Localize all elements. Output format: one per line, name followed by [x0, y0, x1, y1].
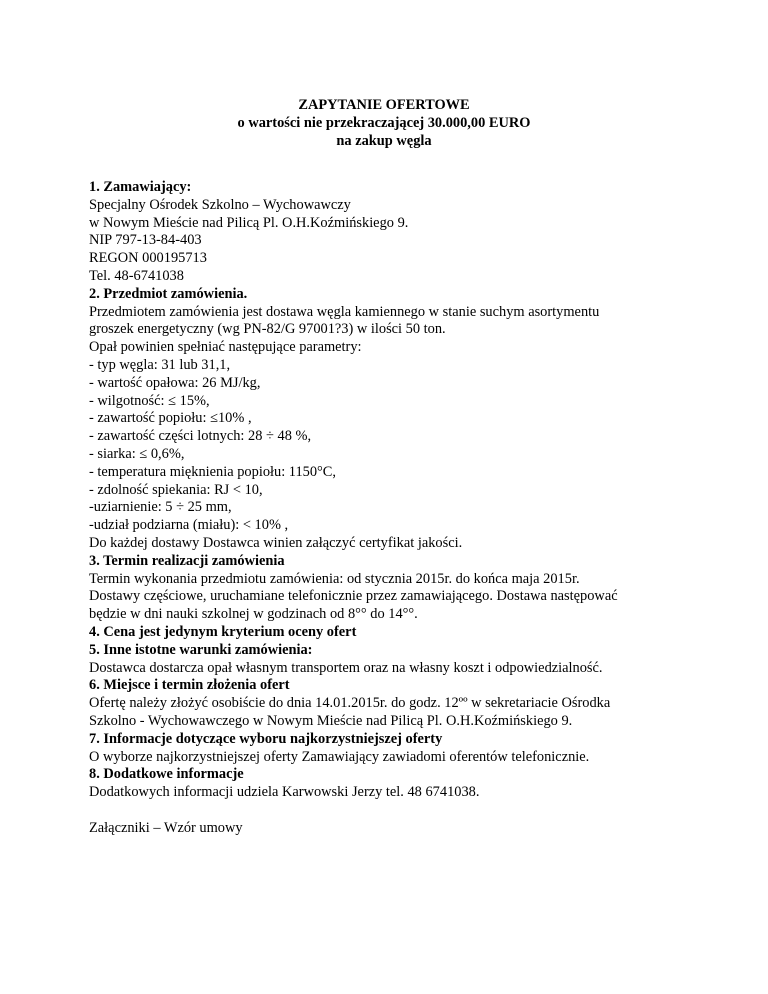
section-heading-warunki: 5. Inne istotne warunki zamówienia: [89, 641, 313, 658]
title-line-1: ZAPYTANIE OFERTOWE [298, 97, 470, 113]
section-heading-informacje-wybor: 7. Informacje dotyczące wyboru najkorzystniejszej oferty [89, 730, 443, 747]
paragraph-line: Termin wykonania przedmiotu zamówienia: od stycznia 2015r. do końca maja 2015r. [89, 570, 580, 587]
title-line-3: na zakup węgla [336, 132, 432, 149]
paragraph-line: będzie w dni nauki szkolnej w godzinach od 8°° do 14°°. [89, 606, 418, 623]
paragraph-line: REGON 000195713 [89, 250, 207, 267]
parameter-item: - wartość opałowa: 26 MJ/kg, [89, 374, 261, 391]
section-heading-termin-realizacji: 3. Termin realizacji zamówienia [89, 552, 285, 569]
parameter-item: - zawartość popiołu: ≤10% , [89, 410, 252, 427]
section-heading-dodatkowe: 8. Dodatkowe informacje [89, 766, 244, 783]
paragraph-line: Dodatkowych informacji udziela Karwowski Jerzy tel. 48 6741038. [89, 784, 480, 801]
document-body [89, 179, 749, 837]
parameter-item: - zawartość części lotnych: 28 ÷ 48 %, [89, 428, 312, 445]
paragraph-line: Specjalny Ośrodek Szkolno – Wychowawczy [89, 196, 351, 213]
parameter-item: - zdolność spiekania: RJ < 10, [89, 481, 263, 498]
paragraph-line: w Nowym Mieście nad Pilicą Pl. O.H.Koźmińskiego 9. [89, 214, 409, 231]
parameter-item: - wilgotność: ≤ 15%, [89, 392, 210, 409]
paragraph-line: Dostawy częściowe, uruchamiane telefonicznie przez zamawiającego. Dostawa następować [89, 588, 618, 605]
spacer [89, 802, 749, 820]
paragraph-line: Tel. 48-6741038 [89, 267, 184, 284]
paragraph-line: Ofertę należy złożyć osobiście do dnia 14.01.2015r. do godz. 12ºº w sekretariacie Ośrodka [89, 695, 611, 712]
paragraph-line: Dostawca dostarcza opał własnym transportem oraz na własny koszt i odpowiedzialność. [89, 659, 603, 676]
parameter-item: - temperatura mięknienia popiołu: 1150°C, [89, 463, 337, 480]
section-heading-miejsce-termin: 6. Miejsce i termin złożenia ofert [89, 677, 290, 694]
parameter-item: -uziarnienie: 5 ÷ 25 mm, [89, 499, 232, 516]
paragraph-line: Do każdej dostawy Dostawca winien załączyć certyfikat jakości. [89, 534, 463, 551]
section-heading-zamawiajacy: 1. Zamawiający: [89, 179, 192, 195]
paragraph-line: Przedmiotem zamówienia jest dostawa węgla kamiennego w stanie suchym asortymentu [89, 303, 600, 320]
parameter-item: -udział podziarna (miału): < 10% , [89, 517, 289, 534]
title-line-2: o wartości nie przekraczającej 30.000,00 EURO [237, 114, 531, 131]
paragraph-line: Opał powinien spełniać następujące parametry: [89, 339, 362, 356]
parameter-item: - siarka: ≤ 0,6%, [89, 445, 185, 462]
paragraph-line: O wyborze najkorzystniejszej oferty Zamawiający zawiadomi oferentów telefonicznie. [89, 748, 590, 765]
attachments-line: Załączniki – Wzór umowy [89, 819, 243, 836]
section-heading-kryterium: 4. Cena jest jedynym kryterium oceny ofert [89, 623, 357, 640]
section-heading-przedmiot: 2. Przedmiot zamówienia. [89, 285, 248, 302]
parameter-item: - typ węgla: 31 lub 31,1, [89, 356, 231, 373]
paragraph-line: Szkolno - Wychowawczego w Nowym Mieście nad Pilicą Pl. O.H.Koźmińskiego 9. [89, 712, 573, 729]
paragraph-line: groszek energetyczny (wg PN-82/G 97001?3) w ilości 50 ton. [89, 321, 446, 338]
paragraph-line: NIP 797-13-84-403 [89, 232, 202, 249]
document-title [0, 97, 768, 150]
